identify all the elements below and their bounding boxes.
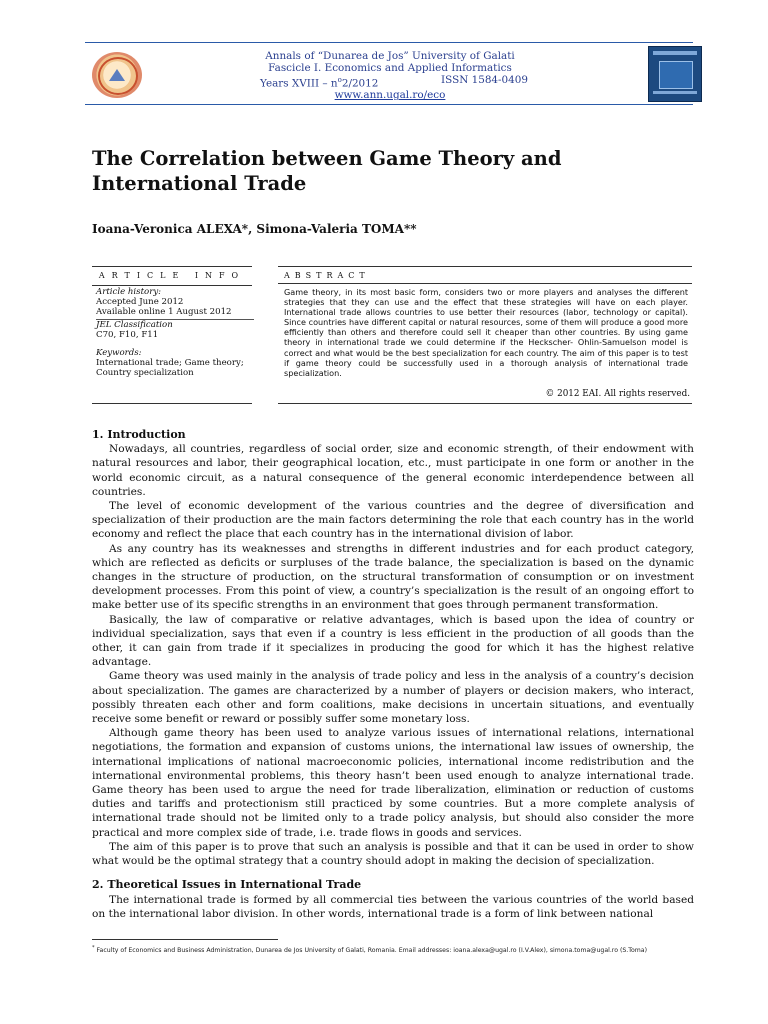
keywords-line-1: International trade; Game theory; bbox=[96, 358, 244, 369]
journal-header bbox=[220, 50, 560, 101]
paragraph: Although game theory has been used to analyze various issues of international relations, international negotiations, the formation and expansion of customs unions, the international law issues of ownership, the international implications of national macroeconomic policies, international income redistribution and the international environmental problems, this theory hasn’t been used enough to analyze international trade. Game theory has been used to argue the need for trade liberalization, elimination or reduction of customs duties and tariffs and protectionism still practiced by some countries. But a more complete analysis of international trade should not be limited only to a trade policy analysis, but should also consider the more practical and more complex side of trade, i.e. trade flows in goods and services. bbox=[92, 727, 694, 839]
paragraph: The international trade is formed by all commercial ties between the various countries of the world based on the international labor division. In other words, international trade is a form of link between national bbox=[92, 893, 694, 920]
jel-codes: C70, F10, F11 bbox=[96, 329, 159, 340]
journal-issue bbox=[260, 74, 378, 89]
copyright-notice: © 2012 EAI. All rights reserved. bbox=[545, 389, 690, 399]
section-heading-introduction: 1. Introduction bbox=[92, 428, 186, 441]
footnote bbox=[92, 945, 702, 954]
history-label: Article history: bbox=[96, 287, 162, 297]
paragraph: The aim of this paper is to prove that such an analysis is possible and that it can be used in order to show what would be the optimal strategy that a country should adopt in making the decision of specialization. bbox=[92, 840, 694, 868]
cover-band-bottom bbox=[653, 91, 697, 94]
issue-number: 2/2012 bbox=[341, 77, 379, 90]
paragraph: As any country has its weaknesses and strengths in different industries and for each product category, which are reflected as deficits or surpluses of the trade balance, the specialization is based on the dynamic changes in the structure of production, on the structural transformation of consumption or on investment development processes. From this point of view, a country’s specialization is the result of an ongoing effort to make better use of its specific strengths in an environment that goes through permanent transformation. bbox=[92, 542, 694, 612]
journal-years: Years XVIII – n bbox=[260, 77, 338, 90]
cover-emblem bbox=[659, 61, 693, 89]
journal-url-link[interactable]: www.ann.ugal.ro/eco bbox=[334, 89, 446, 102]
keywords-line-2: Country specialization bbox=[96, 368, 194, 379]
footnote-mark: * bbox=[92, 945, 95, 951]
journal-fascicle: Fascicle I. Economics and Applied Informatics bbox=[268, 62, 512, 74]
issue-sup: o bbox=[337, 76, 342, 84]
journal-issn: ISSN 1584-0409 bbox=[441, 74, 528, 86]
article-info-heading: ARTICLE INFO bbox=[92, 266, 252, 286]
keywords-label: Keywords: bbox=[96, 348, 142, 359]
abstract-heading: ABSTRACT bbox=[278, 266, 692, 284]
university-logo bbox=[92, 52, 142, 98]
journal-issue-row bbox=[220, 74, 560, 89]
jel-label: JEL Classification bbox=[96, 319, 173, 330]
abstract-text: Game theory, in its most basic form, considers two or more players and analyses the different strategies that they can use and the effect that these strategies will have on each player. International trade allows countries to use better their resources (labor, technology or capital). Since countries have different capital or natural resources, some of them will produce a good more efficiently than others and therefore could sell it cheaper than other countries. By using game theory in international trade we could determine if the Heckscher- Ohlin-Samuelson model is correct and what would be the best specialization for each country. The aim of this paper is to test if game theory could be successfully used in a thorough analysis of international trade specialization. bbox=[284, 287, 688, 378]
paper-authors: Ioana-Veronica ALEXA*, Simona-Valeria TOMA** bbox=[92, 222, 417, 236]
journal-name: Annals of “Dunarea de Jos” University of Galati bbox=[265, 50, 515, 62]
journal-cover-thumbnail bbox=[648, 46, 702, 102]
article-info-panel bbox=[96, 287, 256, 379]
paragraph: Nowadays, all countries, regardless of social order, size and economic strength, of their endowment with natural resources and labor, their geographical location, etc., must participate in one form or another in the world economic circuit, as a natural consequence of the general economic interdependence between all countries. bbox=[92, 443, 694, 498]
footnote-rule bbox=[92, 939, 278, 940]
paragraph: Game theory was used mainly in the analysis of trade policy and less in the analysis of a country’s decision about specialization. The games are characterized by a number of players or decision makers, who interact, possibly threaten each other and form coalitions, make decisions in uncertain situations, and eventually receive some benefit or reward or possibly suffer some monetary loss. bbox=[92, 670, 694, 726]
accepted-date: Accepted June 2012 bbox=[96, 297, 184, 308]
header-bottom-rule bbox=[85, 104, 693, 105]
footnote-text: Faculty of Economics and Business Administration, Dunarea de Jos University of Galati, Romania. Email addresses: ioana.alexa@ugal.ro (I.V.Alex), simona.toma@ugal.ro (S.Toma) bbox=[94, 947, 648, 955]
header-top-rule bbox=[85, 42, 693, 43]
paragraph: Basically, the law of comparative or relative advantages, which is based upon the idea of country or individual specialization, says that even if a country is less efficient in the production of all goods than the other, it can gain from trade if it specializes in producing the good for which it has the highest relative advantage. bbox=[92, 613, 694, 669]
available-date: Available online 1 August 2012 bbox=[96, 307, 232, 318]
paper-title: The Correlation between Game Theory and International Trade bbox=[92, 147, 562, 195]
paper-body bbox=[92, 428, 694, 921]
cover-band-top bbox=[653, 51, 697, 55]
article-info-bottom-rule bbox=[92, 403, 252, 404]
abstract-bottom-rule bbox=[278, 403, 692, 404]
section-gap bbox=[92, 868, 694, 878]
section-heading-theoretical-issues: 2. Theoretical Issues in International Trade bbox=[92, 878, 362, 892]
paragraph: The level of economic development of the various countries and the degree of diversification and specialization of their production are the main factors determining the role that each country has in the world economy and reflect the place that each country has in the international division of labor. bbox=[92, 500, 694, 541]
